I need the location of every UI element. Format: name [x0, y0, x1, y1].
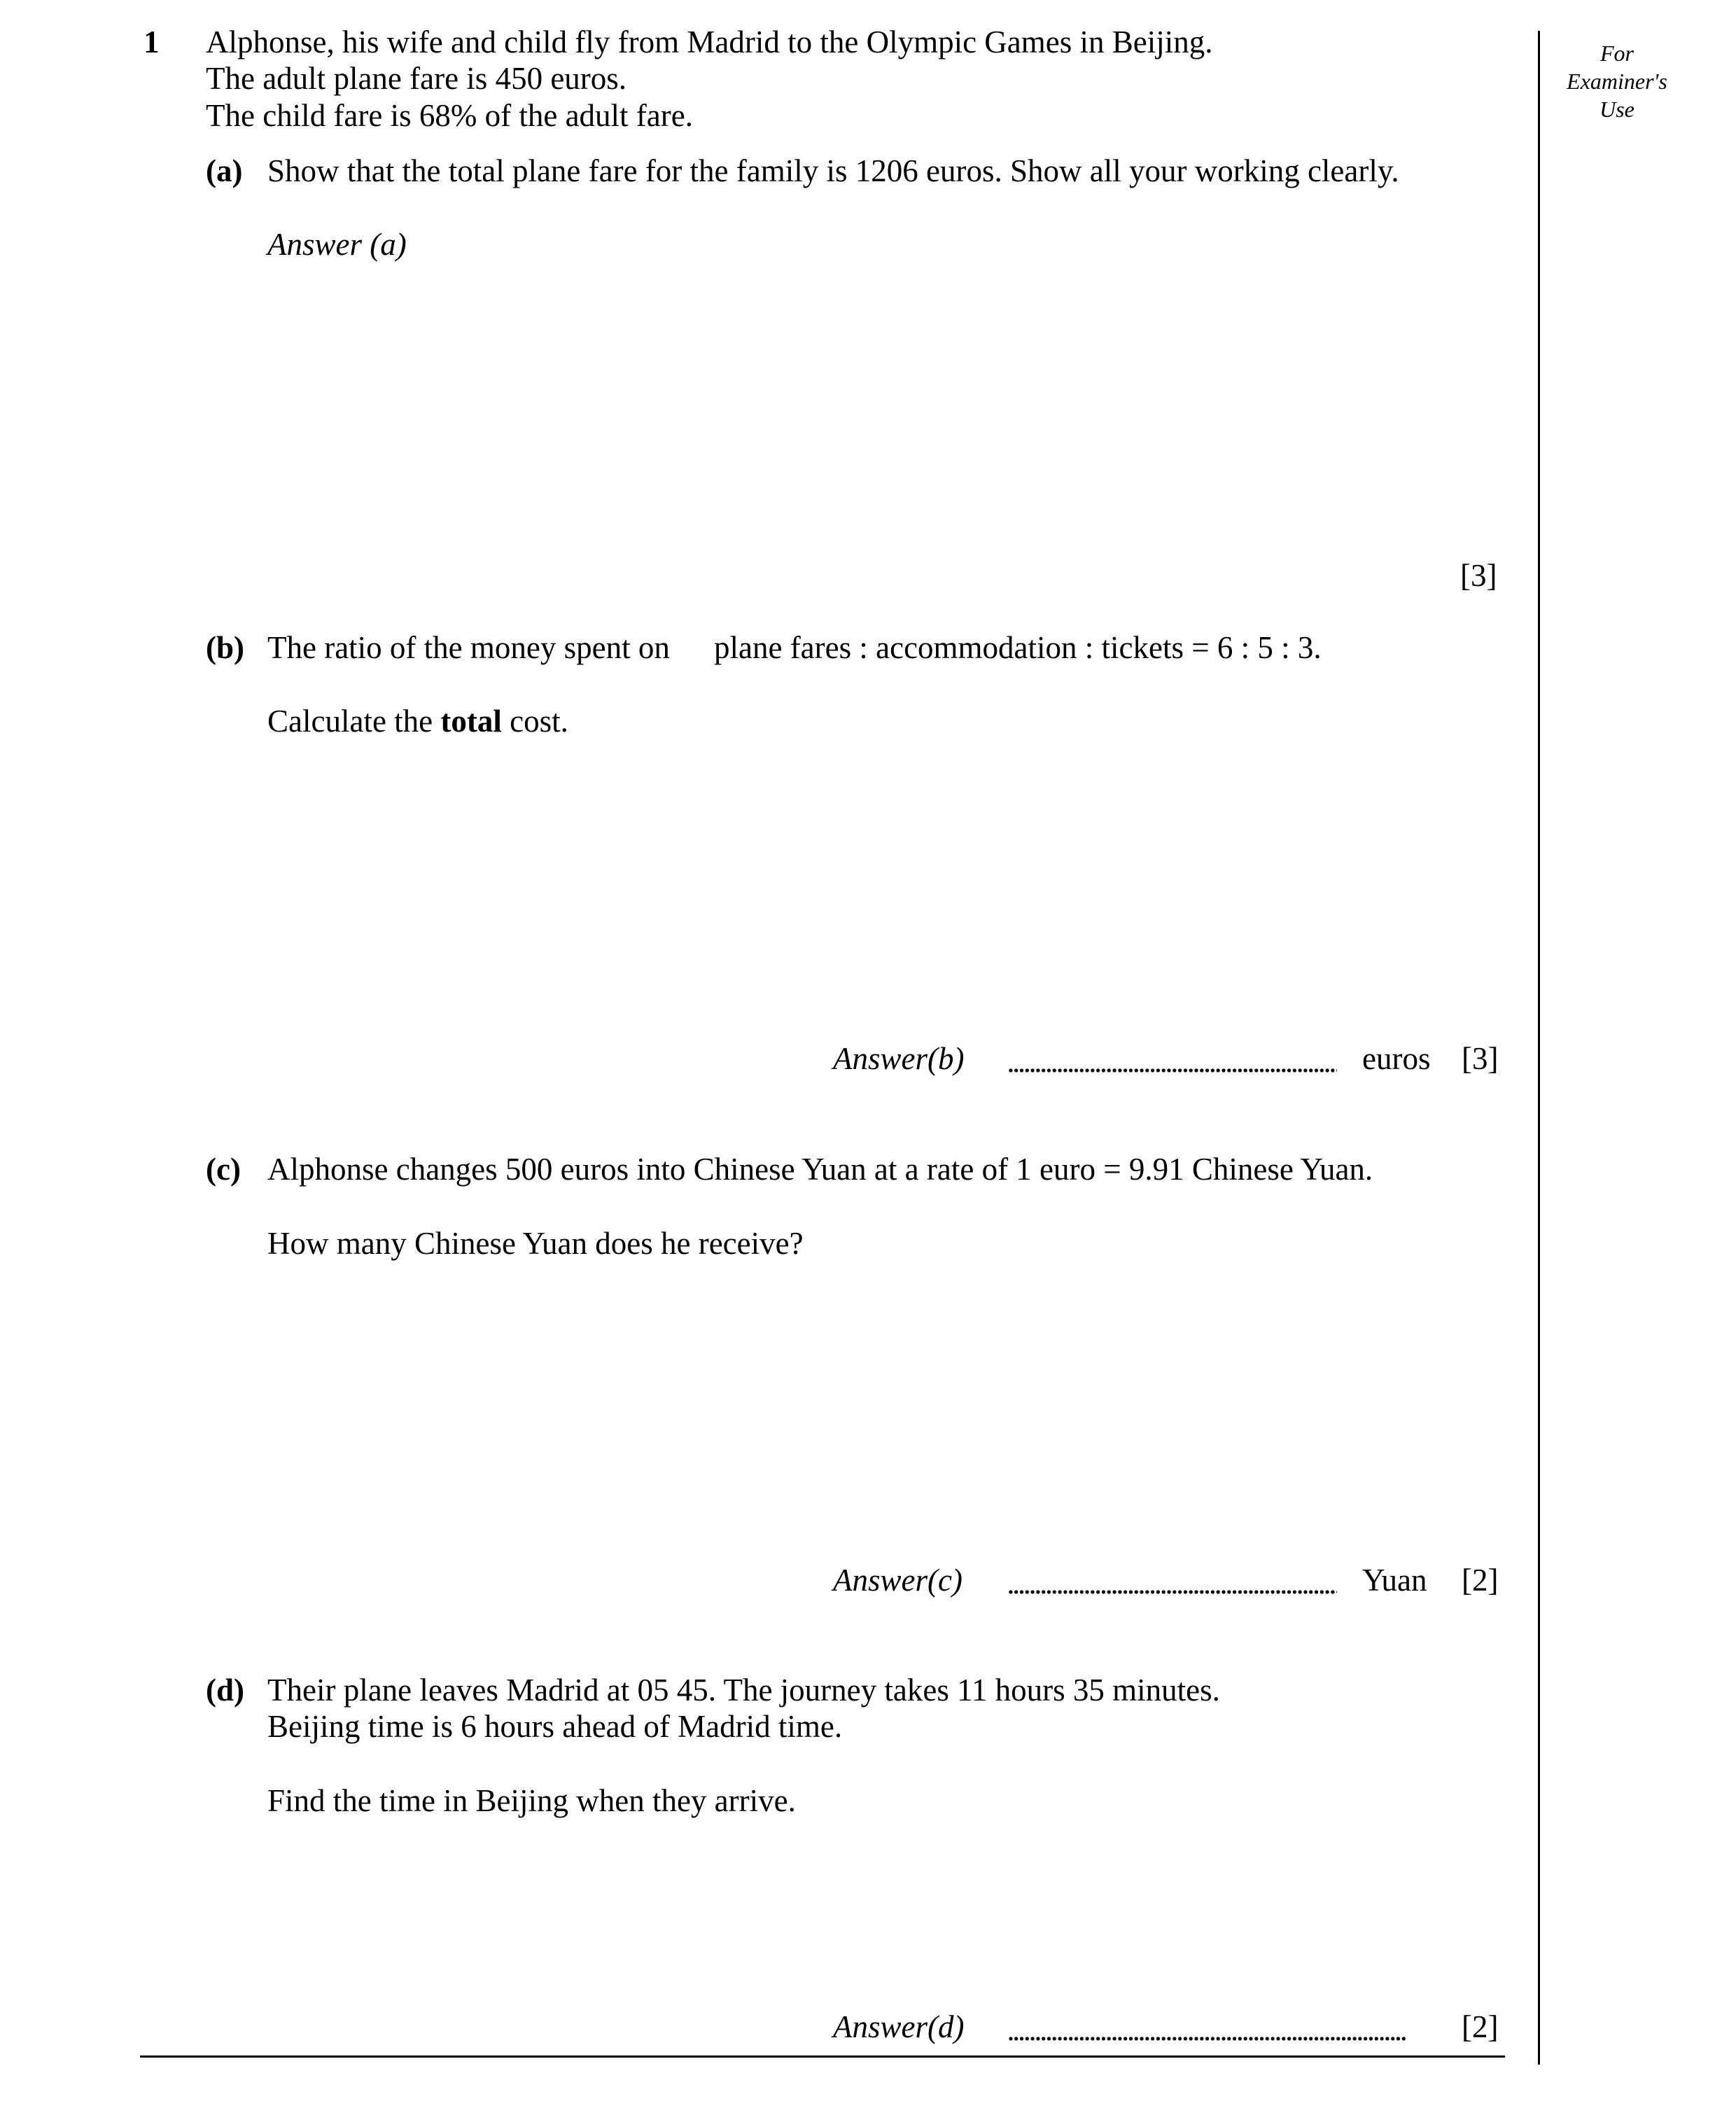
part-d-text-line-2: Beijing time is 6 hours ahead of Madrid time.: [267, 1709, 843, 1744]
part-b-label: (b): [206, 630, 244, 665]
part-a-marks: [3]: [1460, 558, 1497, 593]
part-c-unit: Yuan: [1362, 1563, 1427, 1598]
part-c-label: (c): [206, 1152, 241, 1187]
part-b-answer-line[interactable]: [1008, 1068, 1337, 1073]
part-a-label: (a): [206, 153, 243, 188]
part-b-answer-label: Answer(b): [833, 1041, 965, 1076]
part-a-answer-label: Answer (a): [267, 227, 407, 262]
part-d-question: Find the time in Beijing when they arrive.: [267, 1783, 796, 1818]
intro-line-2: The adult plane fare is 450 euros.: [206, 61, 627, 96]
part-b-ratio: plane fares : accommodation : tickets = 6 : 5 : 3.: [714, 630, 1322, 665]
part-c-answer-line[interactable]: [1008, 1589, 1337, 1595]
part-d-marks: [2]: [1462, 2009, 1499, 2044]
part-c-text: Alphonse changes 500 euros into Chinese Yuan at a rate of 1 euro = 9.91 Chinese Yuan.: [267, 1152, 1373, 1187]
page-bottom-rule: [140, 2055, 1505, 2058]
part-d-answer-label: Answer(d): [833, 2009, 965, 2044]
examiner-use-box: [1544, 39, 1690, 123]
margin-rule: [1538, 31, 1540, 2065]
part-a-text: Show that the total plane fare for the family is 1206 euros. Show all your working clearly.: [267, 153, 1399, 188]
question-number: 1: [144, 25, 160, 60]
part-b-instruction-pre: Calculate the: [267, 704, 441, 739]
examiner-line-2: Examiner's: [1567, 69, 1667, 94]
part-c-marks: [2]: [1462, 1563, 1499, 1598]
part-b-marks: [3]: [1462, 1041, 1499, 1076]
intro-line-3: The child fare is 68% of the adult fare.: [206, 98, 693, 133]
part-c-answer-label: Answer(c): [833, 1563, 962, 1598]
part-d-answer-line[interactable]: [1008, 2036, 1407, 2041]
part-b-instruction-post: cost.: [501, 704, 568, 739]
part-b-instruction-bold: total: [440, 704, 502, 739]
examiner-line-3: Use: [1600, 97, 1634, 122]
part-c-question: How many Chinese Yuan does he receive?: [267, 1226, 804, 1261]
part-b-unit: euros: [1362, 1041, 1431, 1076]
intro-line-1: Alphonse, his wife and child fly from Madrid to the Olympic Games in Beijing.: [206, 25, 1213, 60]
part-b-instruction: [267, 706, 568, 737]
part-b-text: The ratio of the money spent on: [267, 630, 670, 665]
part-d-text-line-1: Their plane leaves Madrid at 05 45. The journey takes 11 hours 35 minutes.: [267, 1673, 1220, 1708]
part-d-label: (d): [206, 1673, 244, 1708]
examiner-line-1: For: [1600, 41, 1634, 66]
